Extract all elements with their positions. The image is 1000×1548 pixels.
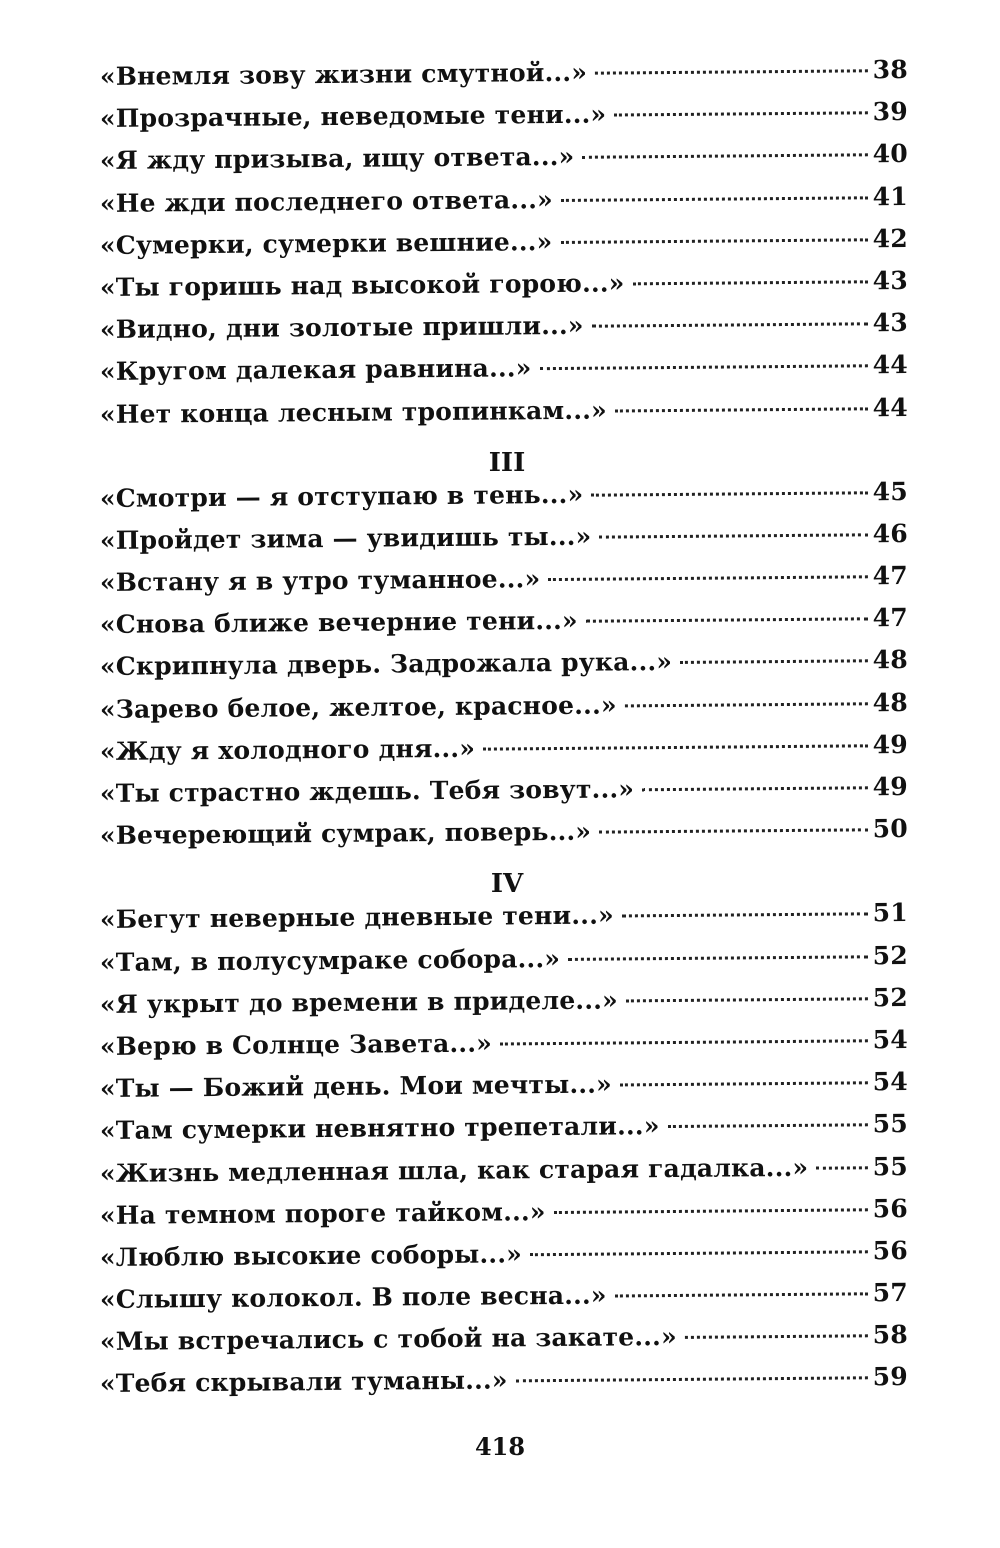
toc-entry-title: «Видно, дни золотые пришли...»: [99, 310, 584, 345]
toc-entry-title: «Люблю высокие соборы...»: [99, 1239, 523, 1272]
toc-entry-page: 47: [872, 603, 909, 633]
dot-leader: [561, 195, 868, 202]
toc-entry-page: 49: [872, 729, 909, 760]
dot-leader: [483, 743, 868, 750]
toc-entry-title: «Нет конца лесным тропинкам...»: [99, 395, 608, 429]
toc-entry-page: 44: [872, 392, 909, 422]
toc-entry: [100, 182, 908, 231]
dot-leader: [615, 1291, 868, 1297]
toc-entry: [100, 477, 908, 526]
toc-entry-page: 38: [872, 54, 909, 85]
toc-entry-title: «На темном пороге тайком...»: [99, 1196, 546, 1230]
dot-leader: [633, 279, 868, 285]
toc-entry-page: 46: [872, 518, 909, 549]
toc-entry: [100, 1151, 908, 1200]
toc-entry-title: «Верю в Солнце Завета...»: [99, 1028, 493, 1061]
toc-entry-page: 55: [872, 1151, 909, 1181]
toc-entry-page: 56: [872, 1235, 909, 1266]
dot-leader: [642, 785, 868, 791]
toc-entry: [100, 350, 908, 399]
toc-entry-page: 48: [872, 645, 909, 675]
toc-entry-title: «Жду я холодного дня...»: [99, 733, 476, 766]
dot-leader: [615, 406, 868, 412]
dot-leader: [540, 364, 868, 371]
toc-entry-page: 54: [872, 1067, 909, 1097]
toc-entry-title: «Слышу колокол. В поле весна...»: [99, 1280, 607, 1315]
toc-entry-page: 42: [872, 223, 909, 254]
toc-entry-page: 50: [872, 814, 909, 844]
toc-entry: [100, 645, 908, 694]
toc-entry-title: «Сумерки, сумерки вешние...»: [99, 226, 553, 260]
dot-leader: [591, 490, 868, 496]
toc-entry-title: «Не жди последнего ответа...»: [99, 184, 554, 218]
toc-entry: [100, 941, 908, 990]
toc-entry: [100, 898, 908, 947]
dot-leader: [620, 1080, 868, 1086]
toc-entry-title: «Скрипнула дверь. Задрожала рука...»: [99, 647, 673, 682]
toc-entry-title: «Я жду призыва, ищу ответа...»: [99, 142, 575, 176]
toc-entry: [100, 688, 908, 737]
toc-entry: [100, 561, 908, 610]
toc-entry: [100, 224, 908, 273]
toc-entry-page: 59: [872, 1362, 909, 1392]
toc-entry: [100, 1067, 908, 1116]
toc-entry-page: 58: [872, 1320, 909, 1350]
toc-entry-page: 57: [872, 1278, 909, 1308]
toc-entry-title: «Кругом далекая равнина...»: [99, 353, 532, 387]
toc-entry-title: «Встану я в утро туманное...»: [99, 564, 541, 598]
toc-entry-title: «Жизнь медленная шла, как старая гадалка...»: [99, 1152, 809, 1188]
dot-leader: [582, 153, 868, 159]
dot-leader: [626, 996, 868, 1002]
toc-entry-title: «Тебя скрывали туманы...»: [99, 1365, 508, 1399]
toc-entry-title: «Смотри — я отступаю в тень...»: [99, 479, 584, 513]
toc-entry: [100, 730, 908, 779]
toc-entry-page: 49: [872, 771, 909, 802]
toc-entry-page: 56: [872, 1193, 909, 1223]
toc-entry-title: «Бегут неверные дневные тени...»: [99, 900, 614, 935]
toc-entry: [100, 983, 908, 1032]
toc-entry-page: 44: [872, 350, 909, 380]
toc-entry: [100, 1109, 908, 1158]
dot-leader: [599, 532, 868, 538]
dot-leader: [568, 954, 868, 961]
toc-entry-page: 40: [872, 139, 909, 169]
toc-entry: [100, 308, 908, 357]
dot-leader: [599, 827, 868, 833]
section-heading: IV: [490, 869, 524, 900]
toc-entry-title: «Там сумерки невнятно трепетали...»: [99, 1111, 660, 1146]
toc-entry: [100, 55, 908, 104]
dot-leader: [816, 1165, 868, 1169]
toc-entry: [100, 139, 908, 188]
toc-entry-page: 39: [872, 97, 909, 127]
table-of-contents: [99, 54, 909, 1412]
toc-entry: [100, 1278, 908, 1327]
dot-leader: [685, 1334, 868, 1340]
toc-entry-page: 41: [872, 181, 909, 211]
dot-leader: [614, 110, 868, 116]
toc-entry: [100, 519, 908, 568]
toc-entry: [100, 1236, 908, 1285]
toc-entry-title: «Снова ближе вечерние тени...»: [99, 606, 578, 640]
dot-leader: [668, 1123, 868, 1129]
dot-leader: [548, 574, 868, 581]
toc-entry: [100, 814, 908, 863]
dot-leader: [554, 1207, 868, 1214]
dot-leader: [592, 321, 868, 327]
dot-leader: [586, 617, 868, 623]
toc-entry-title: «Внемля зову жизни смутной...»: [99, 57, 588, 91]
toc-entry-page: 55: [872, 1109, 909, 1139]
toc-entry: [100, 97, 908, 146]
toc-entry-title: «Я укрыт до времени в приделе...»: [99, 985, 619, 1019]
toc-entry-title: «Зарево белое, желтое, красное...»: [99, 690, 617, 724]
dot-leader: [500, 1038, 868, 1045]
toc-entry: [100, 392, 908, 441]
toc-entry: [100, 1362, 908, 1411]
dot-leader: [680, 659, 868, 665]
toc-entry-page: 43: [872, 308, 909, 338]
dot-leader: [625, 701, 868, 707]
toc-entry-page: 54: [872, 1024, 909, 1055]
toc-entry-page: 45: [872, 476, 909, 506]
toc-entry-title: «Ты — Божий день. Мои мечты...»: [99, 1069, 613, 1104]
toc-entry: [100, 266, 908, 315]
toc-entry-title: «Пройдет зима — увидишь ты...»: [99, 521, 592, 555]
toc-entry-title: «Вечереющий сумрак, поверь...»: [99, 816, 592, 851]
toc-entry: [100, 1025, 908, 1074]
toc-entry-title: «Мы встречались с тобой на закате...»: [99, 1322, 677, 1357]
toc-entry-page: 52: [872, 982, 909, 1013]
toc-entry-page: 51: [872, 898, 909, 928]
toc-entry: [100, 1194, 908, 1243]
dot-leader: [530, 1249, 868, 1256]
dot-leader: [560, 237, 868, 244]
toc-entry-title: «Ты горишь над высокой горою...»: [99, 268, 625, 302]
toc-entry-page: 52: [872, 940, 909, 970]
toc-entry-page: 47: [872, 561, 909, 591]
dot-leader: [595, 68, 868, 74]
toc-entry-page: 43: [872, 265, 909, 296]
toc-entry-title: «Ты страстно ждешь. Тебя зовут...»: [99, 774, 635, 808]
dot-leader: [622, 912, 868, 918]
dot-leader: [516, 1376, 868, 1383]
toc-entry-page: 48: [872, 687, 909, 717]
page-number: 418: [474, 1432, 526, 1461]
toc-entry-title: «Прозрачные, неведомые тени...»: [99, 99, 607, 134]
toc-entry: [100, 772, 908, 821]
section-heading: III: [488, 447, 526, 478]
toc-entry-title: «Там, в полусумраке собора...»: [99, 943, 561, 977]
